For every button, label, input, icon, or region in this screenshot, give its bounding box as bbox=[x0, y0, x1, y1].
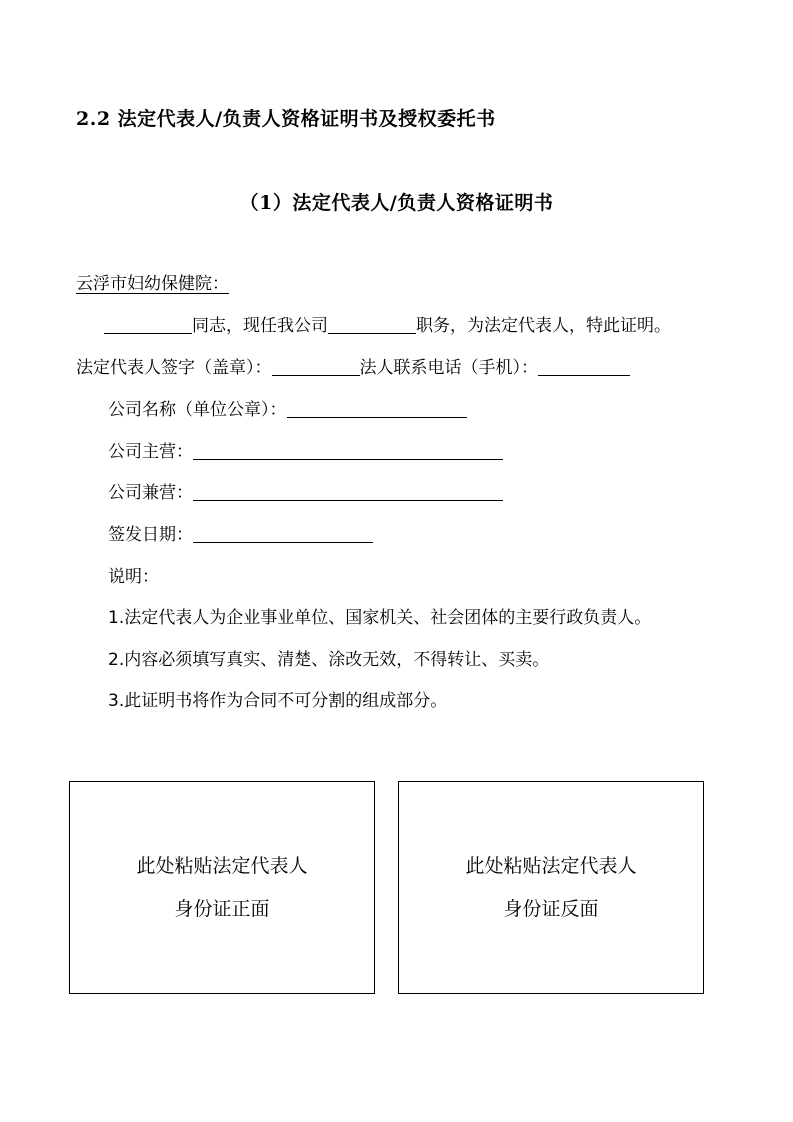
side-business-label: 公司兼营： bbox=[108, 483, 193, 503]
side-business-row bbox=[108, 482, 503, 504]
recipient: 云浮市妇幼保健院： bbox=[76, 274, 229, 294]
company-name-label: 公司名称（单位公章）： bbox=[108, 400, 287, 420]
signature-blank[interactable] bbox=[272, 357, 360, 376]
issue-date-label: 签发日期： bbox=[108, 525, 193, 545]
main-business-row bbox=[108, 441, 503, 463]
id-back-paste-area[interactable] bbox=[398, 781, 704, 994]
main-business-label: 公司主营： bbox=[108, 442, 193, 462]
id-front-label-line2: 身份证正面 bbox=[174, 898, 270, 920]
id-back-label-line1: 此处粘贴法定代表人 bbox=[465, 855, 637, 877]
note-item-1: 1.法定代表人为企业事业单位、国家机关、社会团体的主要行政负责人。 bbox=[108, 608, 652, 628]
note-item-2: 2.内容必须填写真实、清楚、涂改无效，不得转让、买卖。 bbox=[108, 650, 550, 670]
phone-label: 法人联系电话（手机）： bbox=[359, 358, 538, 378]
certification-text-b: 职务，为法定代表人，特此证明。 bbox=[416, 316, 671, 336]
document-title: （1）法定代表人/负责人资格证明书 bbox=[239, 192, 554, 214]
issue-date-blank[interactable] bbox=[193, 524, 373, 543]
certification-line bbox=[104, 315, 671, 337]
note-item-3: 3.此证明书将作为合同不可分割的组成部分。 bbox=[108, 691, 448, 711]
issue-date-row bbox=[108, 524, 373, 546]
notes-heading: 说明： bbox=[108, 567, 159, 587]
id-front-paste-area[interactable] bbox=[69, 781, 375, 994]
position-blank[interactable] bbox=[328, 315, 416, 334]
section-title: 2.2 法定代表人/负责人资格证明书及授权委托书 bbox=[76, 108, 496, 130]
side-business-blank[interactable] bbox=[193, 482, 503, 501]
id-front-label-line1: 此处粘贴法定代表人 bbox=[136, 855, 308, 877]
phone-blank[interactable] bbox=[538, 357, 630, 376]
id-back-label-line2: 身份证反面 bbox=[503, 898, 599, 920]
main-business-blank[interactable] bbox=[193, 441, 503, 460]
signature-label: 法定代表人签字（盖章）： bbox=[76, 358, 272, 378]
signature-phone-line bbox=[76, 357, 630, 379]
certification-text-a: 同志，现任我公司 bbox=[192, 316, 328, 336]
name-blank[interactable] bbox=[104, 315, 192, 334]
company-name-blank[interactable] bbox=[287, 399, 467, 418]
company-name-row bbox=[108, 399, 467, 421]
